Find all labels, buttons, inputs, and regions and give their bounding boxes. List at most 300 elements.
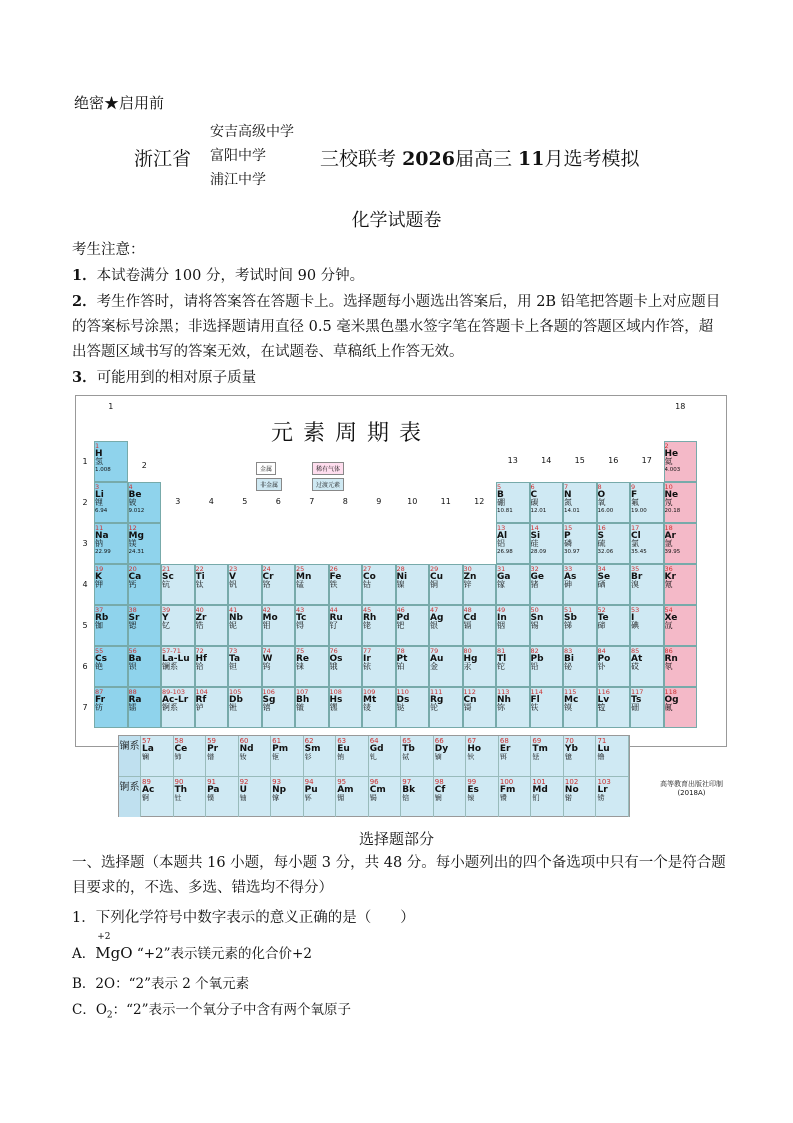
element-yb — [564, 736, 597, 776]
atomic-mass: 9.012 — [128, 508, 145, 514]
atomic-number: 32 — [530, 565, 539, 573]
atomic-number: 92 — [239, 778, 249, 786]
notice-2: 考生作答时，请将答案答在答题卡上。选择题每小题选出答案后，用 2B 铅笔把答题卡上对应题目的答案标号涂黑；非选择题请用直径 0.5 毫米黑色墨水签字笔在答题卡上各题的答题区域内作答，超出答题区域书写的答案无效，在试题卷、草稿纸上作答无效。 — [72, 294, 721, 360]
group-label: 3 — [175, 497, 181, 506]
period-label: 5 — [82, 621, 88, 630]
element-symbol: Hs — [329, 695, 343, 705]
atomic-number: 19 — [95, 565, 104, 573]
group-label: 17 — [641, 456, 652, 465]
group-label: 12 — [474, 497, 485, 506]
element-symbol: Bh — [296, 695, 310, 705]
atomic-number: 11 — [95, 524, 104, 532]
atomic-number: 87 — [95, 688, 104, 696]
option-c-text: ：“2”表示一个氧分子中含有两个氧原子 — [112, 1002, 352, 1018]
atomic-number: 41 — [229, 606, 238, 614]
element-symbol: Tl — [497, 654, 507, 664]
atomic-number: 6 — [530, 483, 535, 491]
element-name: 硼 — [497, 498, 505, 507]
element-symbol: Rn — [664, 654, 678, 664]
element-fm — [499, 777, 532, 817]
element-name: 锰 — [296, 580, 304, 589]
element-symbol: Fl — [530, 695, 540, 705]
periodic-table-title: 元素周期表 — [271, 421, 432, 446]
atomic-number: 86 — [664, 647, 673, 655]
element-symbol: Sr — [128, 613, 140, 623]
publisher-name: 高等教育出版社印制 — [660, 780, 723, 788]
element-symbol: Ds — [396, 695, 410, 705]
element-nd — [239, 736, 272, 776]
element-mo — [262, 605, 296, 646]
element-name: 钒 — [229, 580, 237, 589]
element-symbol: Hg — [463, 654, 478, 664]
element-i — [630, 605, 664, 646]
element-k — [94, 564, 128, 605]
atomic-number: 63 — [337, 737, 347, 745]
element-symbol: Sc — [162, 572, 174, 582]
element-ir — [362, 646, 396, 687]
element-name: 𬬭 — [430, 703, 438, 712]
element-name: 钫 — [95, 703, 103, 712]
element-name: 砹 — [631, 662, 639, 671]
element-symbol: Np — [272, 785, 287, 795]
element-symbol: Ga — [497, 572, 511, 582]
element-symbol: Cr — [262, 572, 274, 582]
element-name: 铕 — [337, 753, 345, 761]
element-sm — [304, 736, 337, 776]
element-pb — [530, 646, 564, 687]
atomic-number: 98 — [434, 778, 444, 786]
element-symbol: Zr — [195, 613, 207, 623]
element-tb — [401, 736, 434, 776]
group-label: 18 — [675, 402, 686, 411]
element-ce — [174, 736, 207, 776]
element-pt — [396, 646, 430, 687]
element-symbol: Pb — [530, 654, 544, 664]
element-name: 钨 — [262, 662, 271, 671]
element-cr — [262, 564, 296, 605]
atomic-number: 107 — [296, 688, 309, 696]
element-la-lu — [161, 646, 195, 687]
element-symbol: Os — [329, 654, 343, 664]
element-hs — [329, 687, 363, 728]
element-name: 镧系 — [162, 662, 178, 671]
atomic-number: 54 — [664, 606, 673, 614]
element-name: 氢 — [95, 457, 103, 466]
atomic-number: 101 — [532, 778, 546, 786]
element-name: 钪 — [162, 580, 170, 589]
element-name: 镝 — [434, 753, 442, 761]
element-symbol: Nh — [497, 695, 511, 705]
element-pu — [304, 777, 337, 817]
atomic-number: 28 — [396, 565, 405, 573]
element-pm — [271, 736, 304, 776]
element-name: 汞 — [463, 662, 472, 671]
element-pd — [396, 605, 430, 646]
element-symbol: Bk — [402, 785, 416, 795]
element-name: 铹 — [597, 794, 605, 802]
element-name: 钆 — [369, 753, 377, 761]
atomic-number: 37 — [95, 606, 104, 614]
element-name: 硫 — [597, 539, 606, 548]
element-symbol: Ac-Lr — [162, 695, 189, 705]
atomic-number: 49 — [497, 606, 506, 614]
element-name: 钕 — [239, 753, 247, 761]
atomic-number: 89 — [142, 778, 151, 786]
atomic-number: 57-71 — [162, 647, 181, 655]
element-ts — [630, 687, 664, 728]
legend-nonmetal: 非金属 — [256, 478, 282, 491]
element-name: 钬 — [467, 753, 475, 761]
element-po — [597, 646, 631, 687]
element-name: 铅 — [530, 662, 539, 671]
element-symbol: Ho — [467, 744, 482, 754]
option-a-text: “+2”表示镁元素的化合价+2 — [136, 946, 312, 962]
element-symbol: Ca — [128, 572, 142, 582]
element-sc — [161, 564, 195, 605]
element-symbol: Rf — [195, 695, 207, 705]
element-name: 钠 — [95, 539, 103, 548]
element-pa — [206, 777, 239, 817]
element-symbol: Ru — [329, 613, 343, 623]
atomic-number: 110 — [396, 688, 409, 696]
element-name: 铪 — [195, 662, 204, 671]
element-name: 钛 — [195, 580, 204, 589]
atomic-number: 31 — [497, 565, 506, 573]
element-name: 镤 — [207, 794, 215, 802]
element-name: 锂 — [95, 498, 103, 507]
element-symbol: Y — [162, 613, 169, 623]
element-ni — [396, 564, 430, 605]
element-br — [630, 564, 664, 605]
element-symbol: Cn — [463, 695, 477, 705]
atomic-number: 45 — [363, 606, 372, 614]
group-label: 15 — [574, 456, 585, 465]
element-ne — [664, 482, 698, 523]
school-list — [210, 120, 294, 192]
element-cs — [94, 646, 128, 687]
actinide-row — [119, 776, 629, 817]
option-c-sub: 2 — [106, 1010, 113, 1021]
atomic-number: 27 — [363, 565, 372, 573]
element-symbol: I — [631, 613, 635, 623]
notice-title: 考生注意： — [72, 242, 145, 258]
atomic-number: 16 — [597, 524, 606, 532]
element-name: 锇 — [329, 662, 338, 671]
atomic-number: 91 — [207, 778, 216, 786]
atomic-number: 50 — [530, 606, 539, 614]
element-name: 碳 — [530, 498, 539, 507]
element-ge — [530, 564, 564, 605]
atomic-number: 97 — [402, 778, 412, 786]
element-name: 钯 — [396, 621, 405, 630]
atomic-number: 8 — [597, 483, 602, 491]
atomic-number: 44 — [329, 606, 338, 614]
atomic-number: 114 — [530, 688, 543, 696]
element-be — [128, 482, 162, 523]
element-symbol: In — [497, 613, 507, 623]
element-name: 镅 — [337, 794, 345, 802]
element-bh — [295, 687, 329, 728]
atomic-number: 94 — [304, 778, 314, 786]
atomic-number: 52 — [597, 606, 606, 614]
element-symbol: H — [95, 449, 103, 459]
element-name: 氖 — [664, 498, 673, 507]
school-2: 富阳中学 — [210, 148, 266, 164]
legend-transition: 过渡元素 — [312, 478, 344, 491]
element-name: 钚 — [304, 794, 312, 802]
element-sr — [128, 605, 162, 646]
atomic-number: 64 — [369, 737, 379, 745]
atomic-mass: 22.99 — [95, 549, 111, 555]
atomic-number: 80 — [463, 647, 472, 655]
element-name: 钡 — [128, 662, 137, 671]
element-symbol: Ag — [430, 613, 444, 623]
element-name: 砷 — [564, 580, 572, 589]
element-in — [496, 605, 530, 646]
element-cm — [369, 777, 402, 817]
group-label: 1 — [108, 402, 114, 411]
element-name: 锆 — [195, 621, 204, 630]
element-symbol: Es — [467, 785, 479, 795]
element-symbol: K — [95, 572, 102, 582]
atomic-number: 59 — [207, 737, 216, 745]
element-ds — [396, 687, 430, 728]
element-ar — [664, 523, 698, 564]
group-label: 7 — [309, 497, 315, 506]
group-label: 4 — [208, 497, 214, 506]
element-name: 镁 — [128, 539, 137, 548]
atomic-mass: 19.00 — [631, 508, 647, 514]
atomic-mass: 12.01 — [530, 508, 547, 514]
element-symbol: Ce — [174, 744, 188, 754]
element-na — [94, 523, 128, 564]
element-symbol: Rg — [430, 695, 444, 705]
element-name: 钷 — [272, 753, 280, 761]
exam-prefix: 三校联考 — [320, 148, 397, 170]
period-label: 1 — [82, 457, 88, 466]
element-symbol: Er — [499, 744, 511, 754]
group-label: 11 — [440, 497, 451, 506]
element-name: 镓 — [497, 580, 505, 589]
element-fl — [530, 687, 564, 728]
element-name: 氪 — [664, 580, 673, 589]
element-rf — [195, 687, 229, 728]
group-label: 5 — [242, 497, 248, 506]
element-symbol: Cu — [430, 572, 444, 582]
element-name: 鿬 — [631, 703, 639, 712]
element-name: 钾 — [95, 580, 103, 589]
atomic-mass: 32.06 — [597, 549, 614, 555]
subject-title: 化学试题卷 — [351, 210, 442, 231]
question-1-stem: 1．下列化学符号中数字表示的意义正确的是（ ） — [72, 910, 415, 926]
element-name: 𫓧 — [530, 703, 539, 712]
atomic-number: 90 — [174, 778, 184, 786]
element-name: 铟 — [497, 621, 505, 630]
group-label: 9 — [376, 497, 382, 506]
element-name: 鿏 — [363, 703, 371, 712]
element-lr — [596, 777, 629, 817]
atomic-number: 56 — [128, 647, 137, 655]
element-symbol: V — [229, 572, 236, 582]
element-name: 镱 — [564, 753, 572, 761]
atomic-number: 75 — [296, 647, 305, 655]
element-symbol: O — [597, 490, 606, 500]
lanthanides-label: 镧系 — [119, 736, 141, 776]
atomic-number: 39 — [162, 606, 171, 614]
element-name: 铊 — [497, 662, 505, 671]
atomic-number: 106 — [262, 688, 275, 696]
element-name: 硒 — [597, 580, 606, 589]
atomic-number: 65 — [402, 737, 412, 745]
option-c-label: C．O — [72, 1002, 107, 1018]
element-name: 鿫 — [664, 703, 673, 712]
element-symbol: Cl — [631, 531, 641, 541]
atomic-number: 5 — [497, 483, 502, 491]
atomic-number: 13 — [497, 524, 506, 532]
element-symbol: Tm — [532, 744, 548, 754]
element-ac-lr — [161, 687, 195, 728]
element-mt — [362, 687, 396, 728]
element-symbol: Te — [597, 613, 609, 623]
element-name: 氟 — [631, 498, 639, 507]
element-name: 钐 — [304, 753, 312, 761]
element-symbol: At — [631, 654, 643, 664]
element-ru — [329, 605, 363, 646]
element-symbol: Cf — [434, 785, 446, 795]
atomic-number: 109 — [363, 688, 376, 696]
element-symbol: Sb — [564, 613, 577, 623]
atomic-number: 9 — [631, 483, 636, 491]
element-name: 银 — [430, 621, 438, 630]
element-mc — [563, 687, 597, 728]
element-name: 锶 — [128, 621, 137, 630]
element-co — [362, 564, 396, 605]
element-symbol: Mo — [262, 613, 278, 623]
atomic-number: 85 — [631, 647, 640, 655]
element-li — [94, 482, 128, 523]
element-symbol: Ne — [664, 490, 679, 500]
element-symbol: N — [564, 490, 572, 500]
atomic-number: 30 — [463, 565, 472, 573]
group-label: 6 — [275, 497, 281, 506]
element-hf — [195, 646, 229, 687]
element-b — [496, 482, 530, 523]
element-symbol: Si — [530, 531, 541, 541]
atomic-number: 55 — [95, 647, 104, 655]
element-sn — [530, 605, 564, 646]
school-1: 安吉高级中学 — [210, 124, 294, 140]
atomic-number: 23 — [229, 565, 238, 573]
atomic-number: 99 — [467, 778, 477, 786]
element-name: 氧 — [597, 498, 606, 507]
atomic-number: 79 — [430, 647, 439, 655]
atomic-number: 68 — [499, 737, 509, 745]
confidential-mark: 绝密★启用前 — [74, 94, 165, 112]
atomic-number: 26 — [329, 565, 338, 573]
element-eu — [336, 736, 369, 776]
element-db — [228, 687, 262, 728]
notice — [72, 238, 722, 391]
group-label: 13 — [507, 456, 518, 465]
element-symbol: P — [564, 531, 571, 541]
f-block-table — [118, 735, 630, 817]
element-name: 氦 — [664, 457, 673, 466]
atomic-number: 29 — [430, 565, 439, 573]
element-er — [499, 736, 532, 776]
element-name: 铌 — [229, 621, 237, 630]
publisher-code: (2018A) — [677, 789, 706, 797]
element-am — [336, 777, 369, 817]
element-cu — [429, 564, 463, 605]
element-rh — [362, 605, 396, 646]
atomic-mass: 6.94 — [95, 508, 108, 514]
element-name: 铬 — [262, 580, 271, 589]
atomic-number: 113 — [497, 688, 510, 696]
element-nh — [496, 687, 530, 728]
element-v — [228, 564, 262, 605]
element-symbol: Db — [229, 695, 243, 705]
element-name: 镉 — [463, 621, 472, 630]
atomic-number: 118 — [664, 688, 677, 696]
element-symbol: Re — [296, 654, 310, 664]
period-label: 7 — [82, 703, 88, 712]
element-symbol: Pa — [207, 785, 220, 795]
element-symbol: Ra — [128, 695, 142, 705]
atomic-number: 78 — [396, 647, 405, 655]
atomic-mass: 35.45 — [631, 549, 647, 555]
element-name: 铼 — [296, 662, 304, 671]
notice-3-num: 3． — [72, 369, 97, 386]
element-symbol: Au — [430, 654, 444, 664]
element-symbol: Hf — [195, 654, 207, 664]
element-ho — [466, 736, 499, 776]
element-symbol: Ge — [530, 572, 544, 582]
element-name: 氮 — [564, 498, 572, 507]
atomic-number: 24 — [262, 565, 271, 573]
element-name: 钴 — [363, 580, 371, 589]
atomic-mass: 1.008 — [95, 467, 111, 473]
atomic-number: 104 — [195, 688, 208, 696]
exam-year: 2026 — [402, 148, 455, 170]
element-name: 镧 — [142, 753, 149, 761]
atomic-number: 35 — [631, 565, 640, 573]
element-f — [630, 482, 664, 523]
province: 浙江省 — [134, 148, 192, 170]
element-symbol: Th — [174, 785, 188, 795]
atomic-number: 53 — [631, 606, 640, 614]
element-symbol: No — [564, 785, 579, 795]
atomic-number: 58 — [174, 737, 184, 745]
element-n — [563, 482, 597, 523]
element-symbol: Cs — [95, 654, 107, 664]
exam-month: 11 — [518, 148, 545, 170]
element-name: 𬭛 — [296, 703, 304, 712]
element-name: 钋 — [597, 662, 606, 671]
element-symbol: Nd — [239, 744, 254, 754]
element-symbol: Sm — [304, 744, 321, 754]
element-name: 钼 — [262, 621, 271, 630]
atomic-mass: 16.00 — [597, 508, 614, 514]
element-symbol: Mt — [363, 695, 377, 705]
option-b: B．2O：“2”表示 2 个氧元素 — [72, 976, 250, 992]
element-w — [262, 646, 296, 687]
element-symbol: B — [497, 490, 504, 500]
atomic-number: 93 — [272, 778, 282, 786]
element-name: 镍 — [396, 580, 405, 589]
element-ga — [496, 564, 530, 605]
atomic-number: 88 — [128, 688, 137, 696]
element-name: 氡 — [664, 662, 673, 671]
